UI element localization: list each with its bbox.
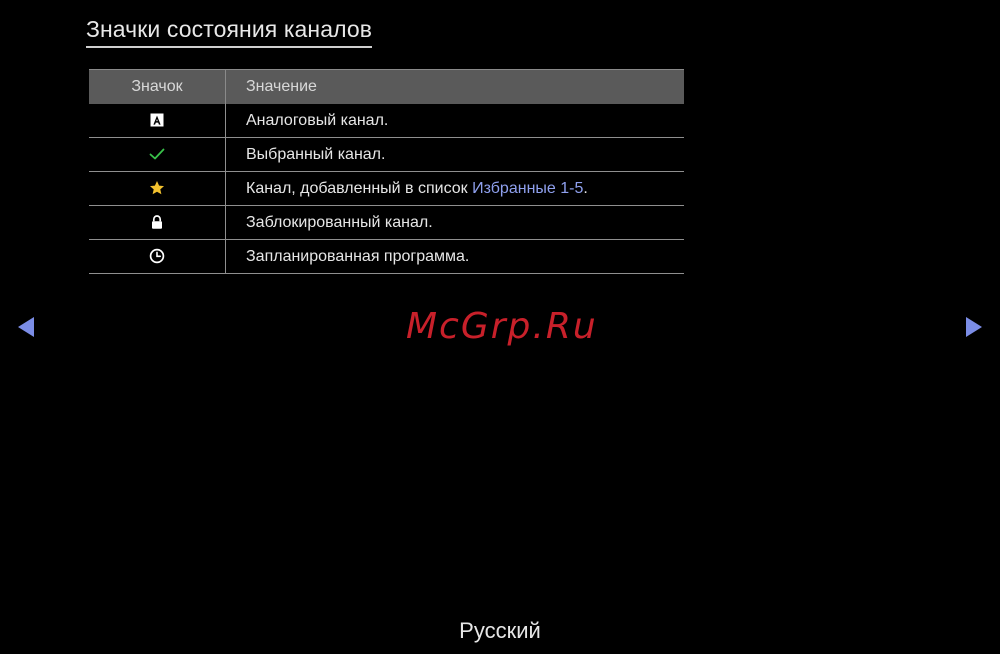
watermark: McGrp.Ru	[406, 306, 598, 347]
table-row	[89, 138, 684, 172]
table-header-row	[89, 70, 684, 105]
page-title: Значки состояния каналов	[86, 16, 372, 48]
row-text: Аналоговый канал.	[246, 111, 389, 129]
row-text: Заблокированный канал.	[246, 213, 433, 231]
meaning-cell	[226, 138, 685, 172]
icon-cell	[89, 206, 226, 240]
analog-a-icon	[149, 112, 165, 128]
icon-cell	[89, 104, 226, 138]
meaning-cell	[226, 104, 685, 138]
meaning-cell	[226, 206, 685, 240]
column-header-icon: Значок	[89, 70, 226, 105]
row-text: Запланированная программа.	[246, 247, 470, 265]
next-page-arrow-icon[interactable]	[964, 315, 984, 339]
channel-status-icons-table	[89, 69, 684, 274]
star-icon	[149, 180, 165, 196]
meaning-cell	[226, 240, 685, 274]
row-text-suffix: .	[583, 179, 588, 197]
row-text: Выбранный канал.	[246, 145, 386, 163]
row-text: Канал, добавленный в список	[246, 179, 473, 197]
table-row	[89, 206, 684, 240]
clock-icon	[149, 248, 165, 264]
table-row	[89, 104, 684, 138]
checkmark-icon	[149, 146, 165, 162]
table-row	[89, 240, 684, 274]
language-label: Русский	[459, 618, 541, 643]
column-header-meaning: Значение	[226, 70, 685, 105]
meaning-cell	[226, 172, 685, 206]
icon-cell	[89, 172, 226, 206]
icon-cell	[89, 138, 226, 172]
previous-page-arrow-icon[interactable]	[16, 315, 36, 339]
table-row	[89, 172, 684, 206]
icon-cell	[89, 240, 226, 274]
lock-icon	[149, 214, 165, 230]
favorites-link[interactable]: Избранные 1-5	[472, 179, 584, 197]
